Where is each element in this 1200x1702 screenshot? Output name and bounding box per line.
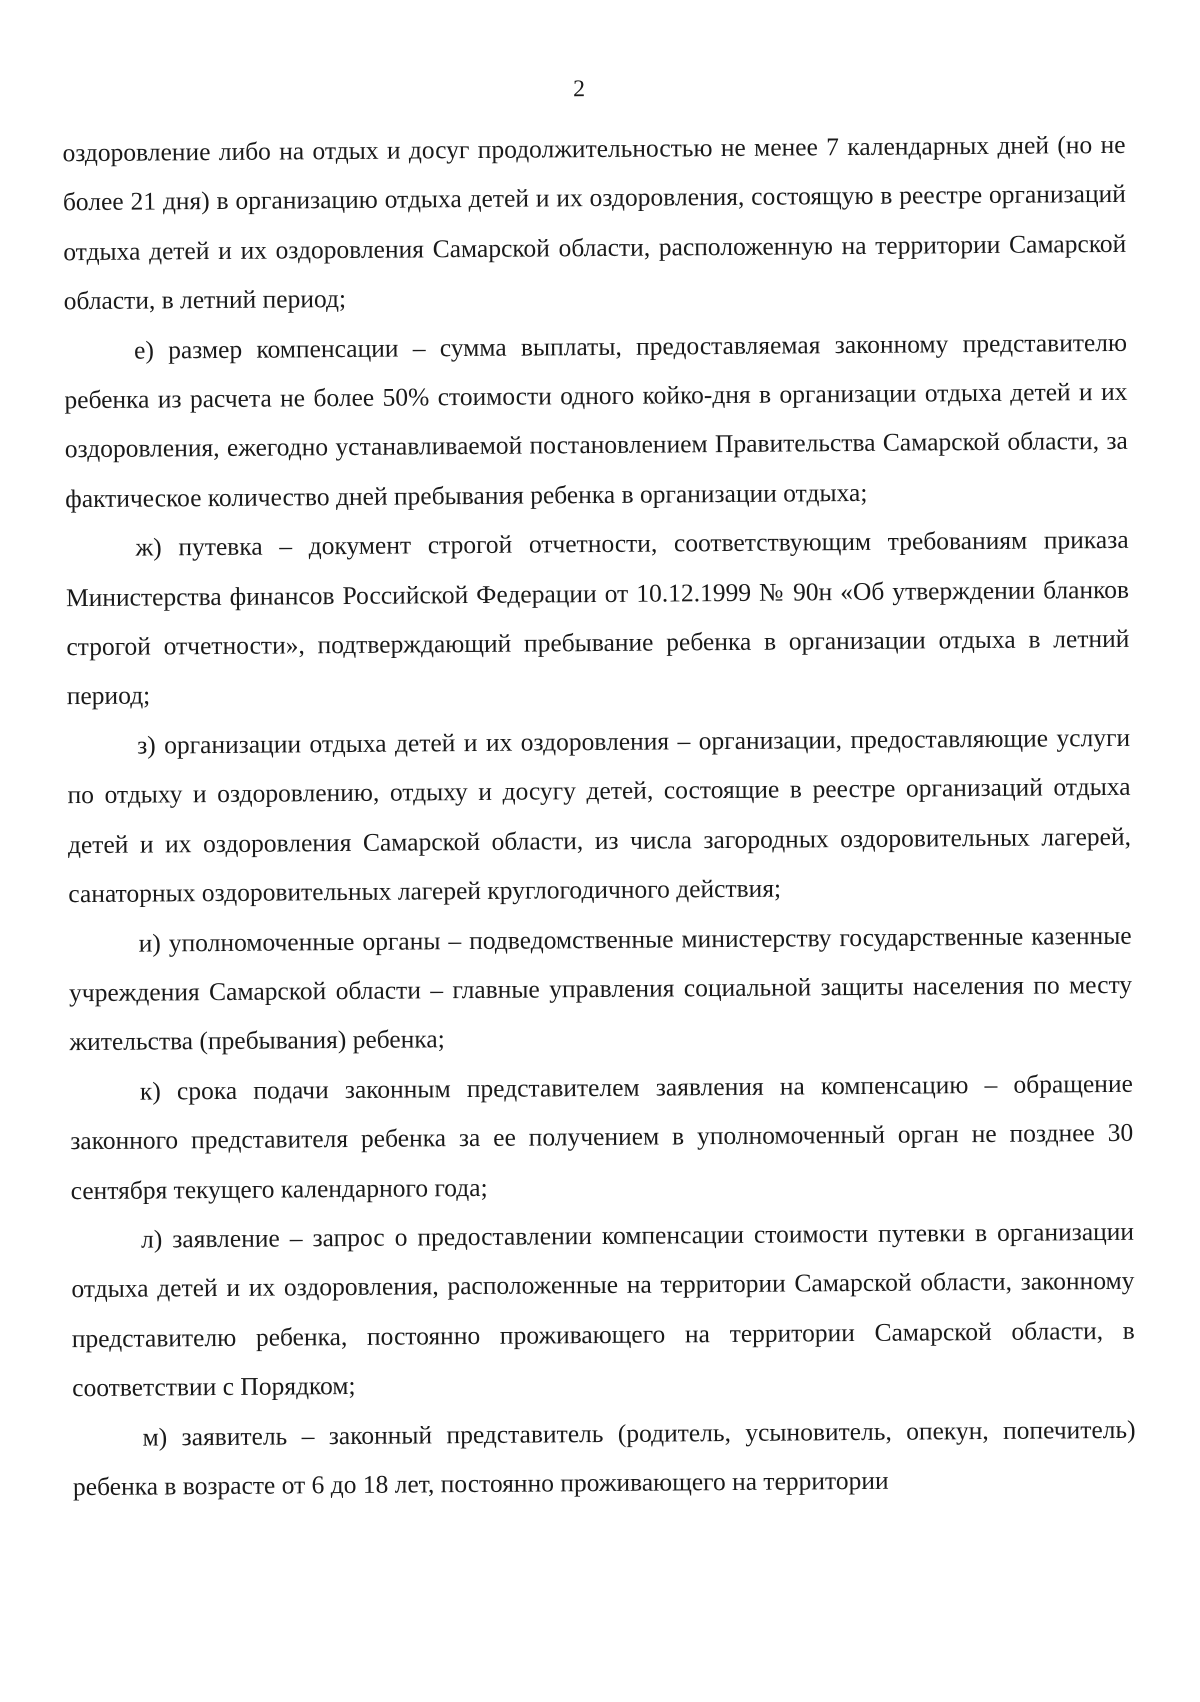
- paragraph-item-l: л) заявление – запрос о предоставлении компенсации стоимости путевки в организации отдыха детей и их оздоровления, расположенные на территории Самарской области, законному представителю ребенка, постоянно проживающего на территории Самарской области, в соответствии с Порядком;: [71, 1216, 1135, 1403]
- paragraph-item-z: з) организации отдыха детей и их оздоровления – организации, предоставляющие услуги по отдыху и оздоровлению, отдыху и досугу детей, состоящие в реестре организаций отдыха детей и их оздоровления Самарской области, из числа загородных оздоровительных лагерей, санаторных оздоровительных лагерей круглогодичного действия;: [67, 722, 1132, 909]
- paragraph-item-e: е) размер компенсации – сумма выплаты, предоставляемая законному представителю ребенка из расчета не более 50% стоимости одного койко-дня в организации отдыха детей и их оздоровления, ежегодно устанавливаемой постановлением Правительства Самарской области, за фактическое количество дней пребывания ребенка в организации отдыха;: [64, 327, 1128, 514]
- paragraph-item-m: м) заявитель – законный представитель (родитель, усыновитель, опекун, попечитель) ребенка в возрасте от 6 до 18 лет, постоянно проживающего на территории: [72, 1414, 1136, 1502]
- paragraph-item-i: и) уполномоченные органы – подведомственные министерству государственные казенные учреждения Самарской области – главные управления социальной защиты населения по месту жительства (пребывания) ребенка;: [68, 920, 1133, 1057]
- document-body: [62, 120, 1136, 1512]
- paragraph-item-k: к) срока подачи законным представителем заявления на компенсацию – обращение законного представителя ребенка за ее получением в уполномоченный орган не позднее 30 сентября текущего календарного года;: [70, 1068, 1134, 1205]
- paragraph-continuation: оздоровление либо на отдых и досуг продолжительностью не менее 7 календарных дней (но не более 21 дня) в организацию отдыха детей и их оздоровления, состоящую в реестре организаций отдыха детей и их оздоровления Самарской области, расположенную на территории Самарской области, в летний период;: [62, 129, 1127, 316]
- page-number: 2: [572, 76, 586, 103]
- paragraph-item-zh: ж) путевка – документ строгой отчетности, соответствующим требованиям приказа Министерства финансов Российской Федерации от 10.12.1999 № 90н «Об утверждении бланков строгой отчетности», подтверждающий пребывание ребенка в организации отдыха в летний период;: [65, 525, 1130, 711]
